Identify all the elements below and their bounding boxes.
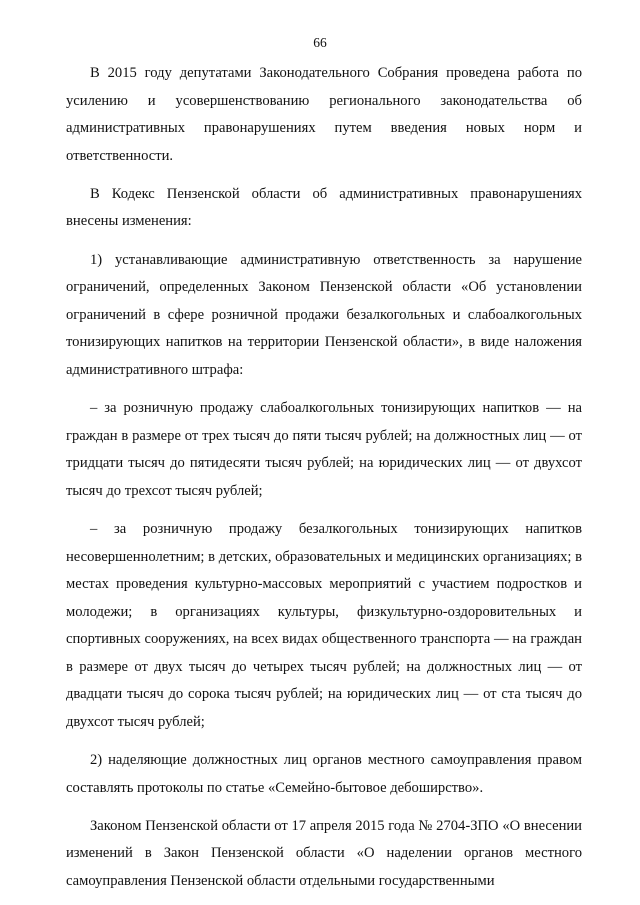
paragraph-item-1: 1) устанавливающие административную ответственность за нарушение ограничений, определенных Законом Пензенской области «Об установлении ограничений в сфере розничной продажи безалкогольных и слабоалкогольных тонизирующих напитков на территории Пензенской области», в виде наложения административного штрафа: <box>66 251 582 378</box>
paragraph-dash-2: – за розничную продажу безалкогольных тонизирующих напитков несовершеннолетним; в детских, образовательных и медицинских организациях; в местах проведения культурно-массовых мероприятий с участием подростков и молодежи; в организациях культуры, физкультурно-оздоровительных и спортивных сооружениях, на всех видах общественного транспорта — на граждан в размере от двух тысяч до четырех тысяч рублей; на должностных лиц — от двадцати тысяч до сорока тысяч рублей; на юридических лиц — от ста тысяч до двухсот тысяч рублей; <box>66 520 582 731</box>
page-number: 66 <box>313 35 327 50</box>
paragraph-item-2: 2) наделяющие должностных лиц органов местного самоуправления правом составлять протоколы по статье «Семейно-бытовое дебоширство». <box>66 752 582 796</box>
paragraph-code-changes: В Кодекс Пензенской области об административных правонарушениях внесены изменения: <box>66 185 582 230</box>
document-body <box>66 60 582 896</box>
paragraph-intro: В 2015 году депутатами Законодательного Собрания проведена работа по усилению и усовершенствованию регионального законодательства об административных правонарушениях путем введения новых норм и ответственности. <box>66 65 582 164</box>
paragraph-dash-1: – за розничную продажу слабоалкогольных тонизирующих напитков — на граждан в размере от трех тысяч до пяти тысяч рублей; на должностных лиц — от тридцати тысяч до пятидесяти тысяч рублей; на юридических лиц — от двухсот тысяч до трехсот тысяч рублей; <box>66 400 582 499</box>
paragraph-law: Законом Пензенской области от 17 апреля 2015 года № 2704-ЗПО «О внесении изменений в Закон Пензенской области «О наделении органов местного самоуправления Пензенской области отдельными государственными <box>66 817 582 890</box>
